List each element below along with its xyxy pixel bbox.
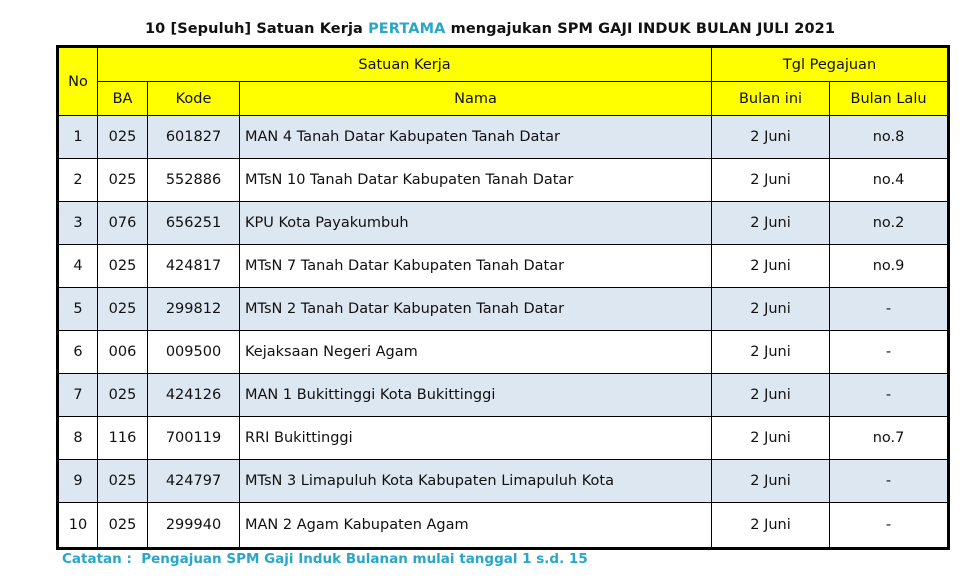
header-row-1	[58, 47, 949, 82]
cell-kode: 009500	[148, 331, 240, 374]
cell-bulan-lalu: -	[830, 331, 949, 374]
header-kode: Kode	[148, 82, 240, 116]
cell-bulan-ini: 2 Juni	[712, 331, 830, 374]
cell-bulan-lalu: -	[830, 288, 949, 331]
header-tgl: Tgl Pegajuan	[712, 47, 949, 82]
cell-ba: 006	[98, 331, 148, 374]
cell-nama: MTsN 2 Tanah Datar Kabupaten Tanah Datar	[240, 288, 712, 331]
cell-kode: 299812	[148, 288, 240, 331]
cell-nama: MAN 2 Agam Kabupaten Agam	[240, 503, 712, 549]
header-satker: Satuan Kerja	[98, 47, 712, 82]
cell-bulan-ini: 2 Juni	[712, 374, 830, 417]
cell-bulan-ini: 2 Juni	[712, 202, 830, 245]
cell-ba: 025	[98, 460, 148, 503]
cell-no: 4	[58, 245, 98, 288]
table-row	[58, 288, 949, 331]
table-row	[58, 331, 949, 374]
header-no: No	[58, 47, 98, 116]
cell-kode: 424817	[148, 245, 240, 288]
cell-bulan-lalu: no.4	[830, 159, 949, 202]
footnote: Catatan : Pengajuan SPM Gaji Induk Bulanan mulai tanggal 1 s.d. 15	[62, 551, 588, 567]
cell-bulan-lalu: no.9	[830, 245, 949, 288]
cell-bulan-lalu: -	[830, 503, 949, 549]
cell-no: 2	[58, 159, 98, 202]
header-row-2	[58, 82, 949, 116]
cell-kode: 299940	[148, 503, 240, 549]
table-body	[58, 47, 949, 549]
cell-nama: MAN 1 Bukittinggi Kota Bukittinggi	[240, 374, 712, 417]
cell-ba: 025	[98, 159, 148, 202]
title-prefix: 10 [Sepuluh] Satuan Kerja	[144, 21, 369, 37]
cell-bulan-ini: 2 Juni	[712, 116, 830, 159]
page-title	[0, 21, 980, 37]
table-row	[58, 202, 949, 245]
cell-nama: KPU Kota Payakumbuh	[240, 202, 712, 245]
cell-no: 9	[58, 460, 98, 503]
cell-bulan-ini: 2 Juni	[712, 159, 830, 202]
header-nama: Nama	[240, 82, 712, 116]
cell-kode: 700119	[148, 417, 240, 460]
cell-ba: 025	[98, 245, 148, 288]
header-bulan-ini: Bulan ini	[712, 82, 830, 116]
cell-bulan-ini: 2 Juni	[712, 245, 830, 288]
cell-kode: 424797	[148, 460, 240, 503]
cell-bulan-ini: 2 Juni	[712, 460, 830, 503]
cell-bulan-ini: 2 Juni	[712, 288, 830, 331]
cell-no: 5	[58, 288, 98, 331]
cell-no: 6	[58, 331, 98, 374]
cell-ba: 025	[98, 503, 148, 549]
table-row	[58, 417, 949, 460]
cell-bulan-lalu: no.2	[830, 202, 949, 245]
cell-kode: 656251	[148, 202, 240, 245]
table-row	[58, 460, 949, 503]
cell-no: 3	[58, 202, 98, 245]
title-suffix: mengajukan SPM GAJI INDUK BULAN JULI 2021	[445, 21, 836, 37]
header-ba: BA	[98, 82, 148, 116]
cell-bulan-ini: 2 Juni	[712, 417, 830, 460]
table-row	[58, 245, 949, 288]
cell-no: 10	[58, 503, 98, 549]
cell-kode: 424126	[148, 374, 240, 417]
cell-no: 7	[58, 374, 98, 417]
cell-bulan-lalu: no.8	[830, 116, 949, 159]
cell-ba: 025	[98, 116, 148, 159]
cell-nama: RRI Bukittinggi	[240, 417, 712, 460]
cell-nama: Kejaksaan Negeri Agam	[240, 331, 712, 374]
header-bulan-lalu: Bulan Lalu	[830, 82, 949, 116]
table-row	[58, 116, 949, 159]
cell-nama: MTsN 3 Limapuluh Kota Kabupaten Limapuluh Kota	[240, 460, 712, 503]
table-row	[58, 503, 949, 549]
table-row	[58, 159, 949, 202]
cell-no: 8	[58, 417, 98, 460]
cell-ba: 025	[98, 374, 148, 417]
satker-table	[56, 45, 950, 550]
cell-nama: MTsN 7 Tanah Datar Kabupaten Tanah Datar	[240, 245, 712, 288]
cell-ba: 076	[98, 202, 148, 245]
cell-kode: 601827	[148, 116, 240, 159]
cell-bulan-lalu: no.7	[830, 417, 949, 460]
title-highlight: PERTAMA	[368, 21, 446, 37]
cell-nama: MTsN 10 Tanah Datar Kabupaten Tanah Datar	[240, 159, 712, 202]
cell-ba: 025	[98, 288, 148, 331]
cell-bulan-ini: 2 Juni	[712, 503, 830, 549]
cell-bulan-lalu: -	[830, 460, 949, 503]
cell-kode: 552886	[148, 159, 240, 202]
cell-nama: MAN 4 Tanah Datar Kabupaten Tanah Datar	[240, 116, 712, 159]
cell-no: 1	[58, 116, 98, 159]
cell-bulan-lalu: -	[830, 374, 949, 417]
cell-ba: 116	[98, 417, 148, 460]
table-row	[58, 374, 949, 417]
